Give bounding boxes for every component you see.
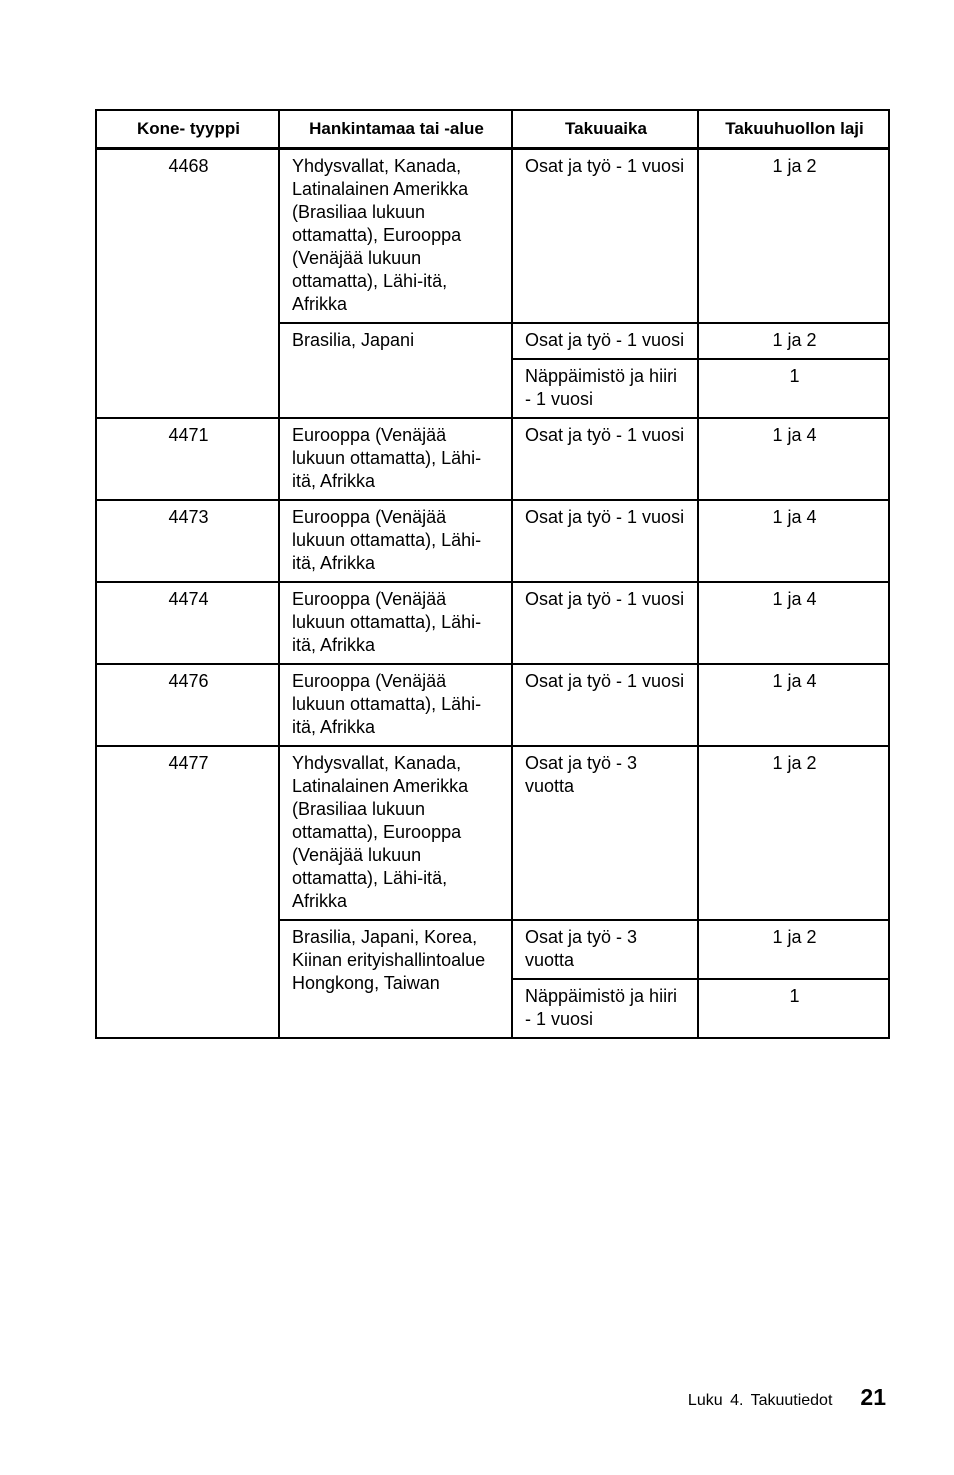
- service-type-cell: 1: [698, 359, 889, 418]
- service-type-cell: 1 ja 4: [698, 418, 889, 500]
- region-cell: Eurooppa (Venäjää lukuun ottamatta), Lähi-itä, Afrikka: [279, 664, 512, 746]
- header-machine-type: Kone- tyyppi: [96, 110, 279, 149]
- warranty-period-cell: Osat ja työ - 3 vuotta: [512, 746, 698, 920]
- service-type-cell: 1: [698, 979, 889, 1038]
- warranty-period-cell: Osat ja työ - 1 vuosi: [512, 149, 698, 324]
- service-type-cell: 1 ja 2: [698, 920, 889, 979]
- table-row: [96, 664, 889, 746]
- warranty-period-cell: Osat ja työ - 1 vuosi: [512, 664, 698, 746]
- warranty-period-cell: Osat ja työ - 1 vuosi: [512, 418, 698, 500]
- region-cell: Yhdysvallat, Kanada, Latinalainen Amerikka (Brasiliaa lukuun ottamatta), Eurooppa (Venäjää lukuun ottamatta), Lähi-itä, Afrikka: [279, 149, 512, 324]
- service-type-cell: 1 ja 2: [698, 149, 889, 324]
- service-type-cell: 1 ja 4: [698, 582, 889, 664]
- region-cell: Brasilia, Japani, Korea, Kiinan erityishallintoalue Hongkong, Taiwan: [279, 920, 512, 1038]
- region-cell: Eurooppa (Venäjää lukuun ottamatta), Lähi-itä, Afrikka: [279, 418, 512, 500]
- table-header-row: [96, 110, 889, 149]
- machine-type-cell: 4473: [96, 500, 279, 582]
- warranty-period-cell: Osat ja työ - 3 vuotta: [512, 920, 698, 979]
- table-row: [96, 500, 889, 582]
- machine-type-cell: 4476: [96, 664, 279, 746]
- service-type-cell: 1 ja 4: [698, 500, 889, 582]
- warranty-period-cell: Osat ja työ - 1 vuosi: [512, 582, 698, 664]
- warranty-period-cell: Näppäimistö ja hiiri - 1 vuosi: [512, 359, 698, 418]
- machine-type-cell: 4468: [96, 149, 279, 419]
- header-warranty-period: Takuuaika: [512, 110, 698, 149]
- warranty-period-cell: Näppäimistö ja hiiri - 1 vuosi: [512, 979, 698, 1038]
- table-row: [96, 582, 889, 664]
- header-region: Hankintamaa tai -alue: [279, 110, 512, 149]
- table-row: [96, 149, 889, 324]
- header-service-type: Takuuhuollon laji: [698, 110, 889, 149]
- machine-type-cell: 4477: [96, 746, 279, 1038]
- page-footer: [688, 1384, 886, 1411]
- machine-type-cell: 4474: [96, 582, 279, 664]
- region-cell: Brasilia, Japani: [279, 323, 512, 418]
- warranty-period-cell: Osat ja työ - 1 vuosi: [512, 323, 698, 359]
- page-number: 21: [860, 1384, 886, 1410]
- service-type-cell: 1 ja 2: [698, 323, 889, 359]
- warranty-table: [95, 109, 890, 1039]
- region-cell: Eurooppa (Venäjää lukuun ottamatta), Lähi-itä, Afrikka: [279, 500, 512, 582]
- warranty-period-cell: Osat ja työ - 1 vuosi: [512, 500, 698, 582]
- region-cell: Eurooppa (Venäjää lukuun ottamatta), Lähi-itä, Afrikka: [279, 582, 512, 664]
- service-type-cell: 1 ja 2: [698, 746, 889, 920]
- service-type-cell: 1 ja 4: [698, 664, 889, 746]
- chapter-title: Luku 4. Takuutiedot: [687, 1392, 833, 1409]
- table-row: [96, 746, 889, 920]
- region-cell: Yhdysvallat, Kanada, Latinalainen Amerikka (Brasiliaa lukuun ottamatta), Eurooppa (Venäjää lukuun ottamatta), Lähi-itä, Afrikka: [279, 746, 512, 920]
- table-row: [96, 418, 889, 500]
- machine-type-cell: 4471: [96, 418, 279, 500]
